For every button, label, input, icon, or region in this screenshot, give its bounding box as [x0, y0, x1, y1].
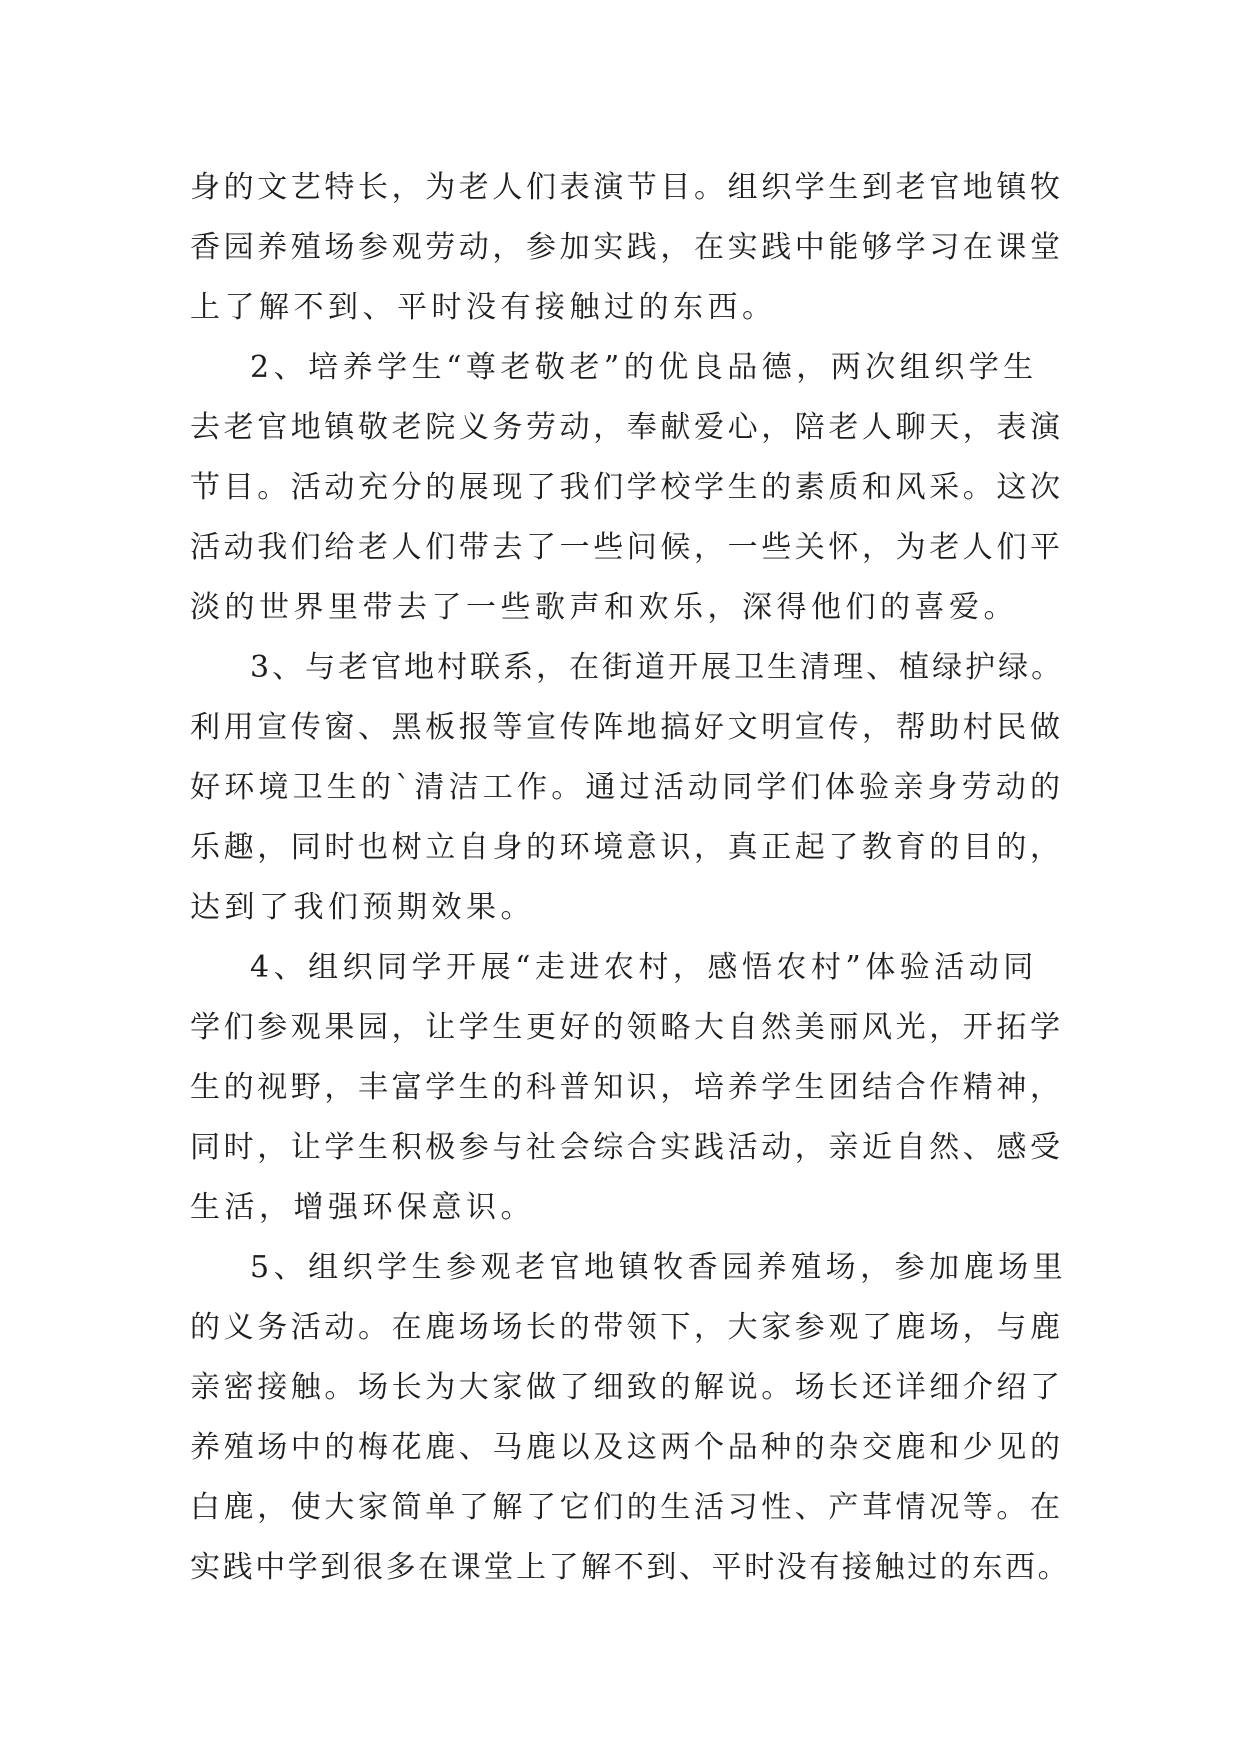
text-line: 利用宣传窗、黑板报等宣传阵地搞好文明宣传，帮助村民做 — [190, 710, 1064, 745]
text-line: 学们参观果园，让学生更好的领略大自然美丽风光，开拓学 — [190, 1010, 1064, 1045]
text-line: 香园养殖场参观劳动，参加实践，在实践中能够学习在课堂 — [190, 230, 1064, 265]
text-line: 5、组织学生参观老官地镇牧香园养殖场，参加鹿场里 — [250, 1250, 1068, 1285]
text-line: 节目。活动充分的展现了我们学校学生的素质和风采。这次 — [190, 470, 1064, 505]
text-line: 白鹿，使大家简单了解了它们的生活习性、产茸情况等。在 — [190, 1490, 1064, 1525]
paragraph-1 — [190, 158, 1070, 338]
text-line: 淡的世界里带去了一些歌声和欢乐，深得他们的喜爱。 — [190, 590, 1018, 625]
document-body — [190, 158, 1070, 1598]
paragraph-4 — [190, 938, 1070, 1238]
text-line: 生的视野，丰富学生的科普知识，培养学生团结合作精神， — [190, 1070, 1064, 1105]
paragraph-2 — [190, 338, 1070, 638]
text-line: 亲密接触。场长为大家做了细致的解说。场长还详细介绍了 — [190, 1370, 1064, 1405]
text-line: 活动我们给老人们带去了一些问候，一些关怀，为老人们平 — [190, 530, 1064, 565]
text-line: 实践中学到很多在课堂上了解不到、平时没有接触过的东西。 — [190, 1550, 1071, 1585]
text-line: 的义务活动。在鹿场场长的带领下，大家参观了鹿场，与鹿 — [190, 1310, 1064, 1345]
text-line: 好环境卫生的`清洁工作。通过活动同学们体验亲身劳动的 — [190, 770, 1065, 805]
text-line: 乐趣，同时也树立自身的环境意识，真正起了教育的目的， — [190, 830, 1064, 865]
text-line: 养殖场中的梅花鹿、马鹿以及这两个品种的杂交鹿和少见的 — [190, 1430, 1064, 1465]
text-line: 同时，让学生积极参与社会综合实践活动，亲近自然、感受 — [190, 1130, 1064, 1165]
paragraph-5 — [190, 1238, 1070, 1598]
text-line: 上了解不到、平时没有接触过的东西。 — [190, 290, 777, 325]
text-line: 2、培养学生“尊老敬老”的优良品德，两次组织学生 — [250, 350, 1038, 385]
text-line: 3、与老官地村联系，在街道开展卫生清理、植绿护绿。 — [250, 650, 1065, 685]
text-line: 身的文艺特长，为老人们表演节目。组织学生到老官地镇牧 — [190, 170, 1064, 205]
text-line: 去老官地镇敬老院义务劳动，奉献爱心，陪老人聊天，表演 — [190, 410, 1064, 445]
text-line: 4、组织同学开展“走进农村，感悟农村”体验活动同 — [250, 950, 1038, 985]
paragraph-3 — [190, 638, 1070, 938]
text-line: 生活，增强环保意识。 — [190, 1190, 535, 1225]
text-line: 达到了我们预期效果。 — [190, 890, 535, 925]
